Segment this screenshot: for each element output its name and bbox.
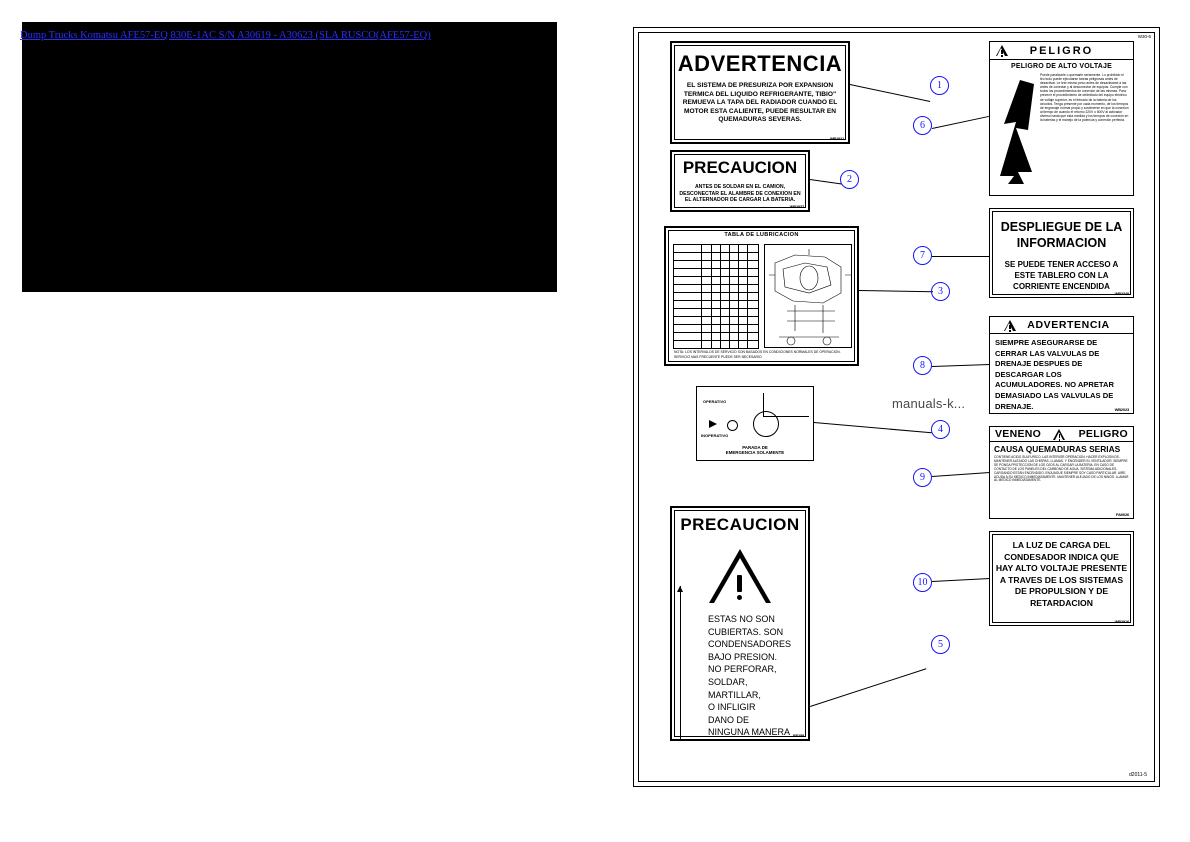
decal-9-body: CONTIENE ACIDO SULFURICO. LAS INTERIOR OPERACION. HACER EXPLOSIVOS. MANTENER ALEJADO LAS CHISPAS, LLAMAS. Y ENCENDER EL VENTILADOR. SIEMPRE SE PONGA PROTECCION DE LOS OJOS AL CARGAR LA BATERIA. EN CASO DE CONTACTO DE LOS PANELES DEL CARBONO DE AGUA. SISTEMA ADICIONALES, CARGANDO ESTAN ENCENDIDO. ENJUAGUE SIEMPRE SOY CASO PARTICULAR. AIRE. ACUDA A SU MEDICO INMEDIATAMENTE. MANTENER ALEJADO DE LOS NINOS. LLAMAR AL MEDICO INMEDIATAMENTE. [994, 455, 1129, 483]
decal-5-arrow-line [680, 586, 681, 741]
callout-6[interactable]: 6 [913, 116, 932, 135]
decal-9-title-right: PELIGRO [1078, 428, 1128, 440]
decal-advertencia-drain-valves [989, 316, 1134, 414]
lube-chart-title: TABLA DE LUBRICACION [724, 232, 799, 238]
decal-7-title: DESPLIEGUE DE LA INFORMACION [1000, 220, 1123, 250]
leader-line-7 [932, 256, 990, 257]
decal-6-subtitle: PELIGRO DE ALTO VOLTAJE [1010, 63, 1113, 70]
decal-5-part-number: EE258 [792, 733, 804, 738]
decal-peligro-high-voltage [989, 41, 1134, 196]
lube-chart-footnote: NOTA: LOS INTERVALOS DE SERVICIO SON BASADOS EN CONDICIONES NORMALES DE OPERACION. SERVICIO MAS FRECUENTE PUEDE SER NECESARIO. [674, 350, 841, 359]
callout-5[interactable]: 5 [931, 635, 950, 654]
callout-9[interactable]: 9 [913, 468, 932, 487]
warning-triangle-icon [1053, 428, 1066, 440]
decal-4-body: PARADA DE EMERGENCIA SOLAMENTE [725, 444, 785, 456]
decal-9-subtitle: CAUSA QUEMADURAS SERIAS [994, 444, 1121, 454]
decal-2-title: PRECAUCION [682, 158, 798, 177]
emergency-stop-button-icon [753, 411, 779, 437]
drawing-sheet [633, 27, 1160, 787]
small-circle-icon [727, 420, 738, 431]
document-preview-thumbnail [22, 22, 557, 292]
decal-1-part-number: WB2911 [829, 136, 844, 141]
decal-emergency-stop [696, 386, 814, 461]
sheet-code-bottom: d2011-5 [1129, 772, 1147, 778]
decal-despliegue-informacion [989, 208, 1134, 298]
decal-2-body: ANTES DE SOLDAR EN EL CAMION, DESCONECTAR EL ALAMBRE DE CONEXION EN EL ALTERNADOR DE CARGAR LA BATERIA. [679, 184, 801, 204]
decal-8-header [990, 317, 1133, 334]
decal-1-body: EL SISTEMA DE PRESURIZA POR EXPANSION TERMICA DEL LIQUIDO REFRIGERANTE, TIBIO" REMUEVA LA TAPA DEL RADIADOR CUANDO EL MOTOR ESTA CALIENTE, PUEDE RESULTAR EN QUEMADURAS SEVERAS. [682, 82, 838, 124]
callout-1[interactable]: 1 [930, 76, 949, 95]
decal-precaucion-capacitors [670, 506, 810, 741]
decal-8-part-number: WB2023 [1114, 407, 1129, 412]
decal-9-part-number: PA0026 [1116, 512, 1129, 517]
sheet-code-top: W30-6 [1137, 34, 1151, 39]
decal-veneno-peligro [989, 426, 1134, 519]
decal-7-body: SE PUEDE TENER ACCESO A ESTE TABLERO CON LA CORRIENTE ENCENDIDA [1004, 260, 1119, 291]
decal-precaucion-welding [670, 150, 810, 212]
decal-luz-de-carga [989, 531, 1134, 626]
decal-lubrication-chart [664, 226, 859, 366]
decal-1-title: ADVERTENCIA [677, 51, 843, 76]
decal-4-label-operativo: OPERATIVO [703, 399, 727, 404]
decal-10-body: LA LUZ DE CARGA DEL CONDESADOR INDICA QUE HAY ALTO VOLTAJE PRESENTE A TRAVES DE LOS SISTEMAS DE PROPULSION Y DE RETARDACION [995, 540, 1128, 608]
decal-2-part-number: WB2837 [789, 204, 804, 209]
decal-6-title: PELIGRO [1029, 44, 1094, 57]
callout-10[interactable]: 10 [913, 573, 932, 592]
decal-5-body: ESTAS NO SON CUBIERTAS. SON CONDENSADORES BAJO PRESION. NO PERFORAR, SOLDAR, MARTILLAR, O INFLIGIR DANO DE NINGUNA MANERA [708, 614, 792, 738]
decal-6-header [990, 42, 1133, 60]
callout-3[interactable]: 3 [931, 282, 950, 301]
callout-2[interactable]: 2 [840, 170, 859, 189]
callout-7[interactable]: 7 [913, 246, 932, 265]
truck-diagram-icon [765, 245, 852, 348]
decal-5-title: PRECAUCION [680, 515, 800, 534]
watermark-text: manuals-k... [892, 396, 966, 411]
decal-4-label-inoperativo: INOPERATIVO [701, 433, 729, 438]
document-title-link[interactable]: Dump Trucks Komatsu AFE57-EQ 830E-1AC S/N A30619 - A30623 (SLA RUSCO(AFE57-EQ) [20, 30, 431, 41]
decal-6-body: Puede paralizarle o quemarle seriamente. Lo prohibido el tiro todo puede ejecutarse tareas peligrosas antes de desactivar. Le leer mismo peso antes de desactivarse a las antes de conectar y al desconectar de equipos. Cumple con todos los procedimientos de conexión de las mismas. Para prevenir el procedimiento de delimitado del equipo eléctrico de voltaje superior, es el frenado de la bateria de los circuitos. Tenga presente por cada momento, de los tiempos de engranaje normal propio y sostenerse en que la conexión al tiempo de cuando el retorno 220V o 600V al activador diverso hasta que esta medida y los tiempos de conexión en la baterias y el manejo de la potencia y conexión perfecta. [1040, 73, 1129, 123]
warning-triangle-icon [709, 549, 771, 603]
lightning-bolt-icon [998, 80, 1038, 185]
decal-9-title-left: VENENO [995, 428, 1042, 440]
decal-8-body: SIEMPRE ASEGURARSE DE CERRAR LAS VALVULAS DE DRENAJE DESPUES DE DESCARGAR LOS ACUMULADORES. NO APRETAR DEMASIADO LAS VALVULAS DE DRENAJE. [995, 338, 1114, 411]
lube-chart-diagram [764, 244, 852, 348]
decal-10-part-number: WB2916 [1114, 619, 1129, 624]
arrow-triangle-icon [709, 420, 717, 428]
decal-8-title: ADVERTENCIA [1027, 319, 1110, 331]
decal-7-part-number: WB2340 [1114, 291, 1129, 296]
callout-8[interactable]: 8 [913, 356, 932, 375]
decal-advertencia-coolant [670, 41, 850, 144]
callout-4[interactable]: 4 [931, 420, 950, 439]
decal-9-header [990, 427, 1133, 442]
lube-chart-grid [673, 244, 759, 348]
